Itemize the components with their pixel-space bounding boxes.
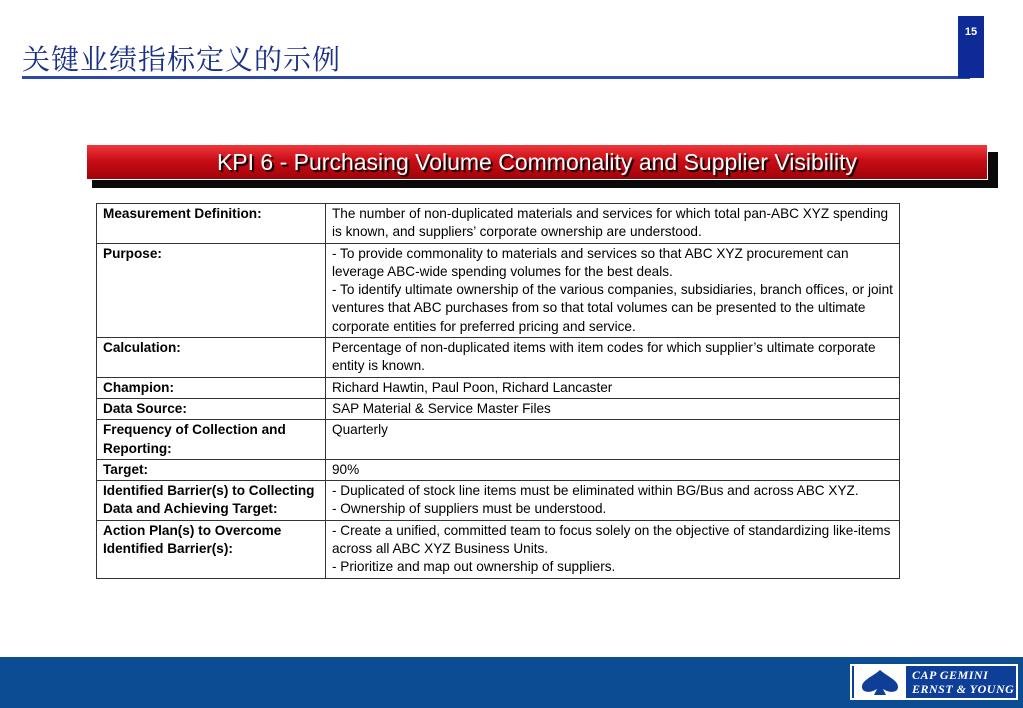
table-row-measurement-definition (97, 204, 900, 244)
row-value (326, 243, 900, 337)
row-value (326, 377, 900, 398)
page-number-badge: 15 (958, 16, 984, 78)
row-value (326, 481, 900, 521)
kpi-banner (86, 144, 988, 180)
table-row-action-plans (97, 520, 900, 578)
row-label: Frequency of Collection and Reporting: (97, 420, 326, 460)
row-value-line: - Ownership of suppliers must be understood. (332, 501, 607, 517)
row-value-line: Quarterly (332, 422, 388, 438)
table-row-barriers (97, 481, 900, 521)
row-value (326, 204, 900, 244)
row-value (326, 338, 900, 378)
row-label: Action Plan(s) to Overcome Identified Barrier(s): (97, 520, 326, 578)
row-value-line: 90% (332, 461, 360, 477)
spade-icon (854, 666, 906, 698)
row-label: Purpose: (97, 243, 326, 337)
row-value (326, 459, 900, 480)
row-label: Identified Barrier(s) to Collecting Data and Achieving Target: (97, 481, 326, 521)
row-value (326, 420, 900, 460)
logo-line-2: ERNST & YOUNG (912, 682, 1015, 696)
row-value-line: - Prioritize and map out ownership of suppliers. (332, 559, 616, 575)
table-row-champion (97, 377, 900, 398)
row-value-line: Percentage of non-duplicated items with item codes for which supplier’s ultimate corporate entity is known. (332, 340, 876, 374)
kpi-definition-table (96, 203, 900, 579)
title-divider (22, 76, 970, 79)
row-value-line: - Duplicated of stock line items must be eliminated within BG/Bus and across ABC XYZ. (332, 483, 859, 499)
row-value-line: The number of non-duplicated materials and services for which total pan-ABC XYZ spending is known, and suppliers’ corporate ownership are understood. (332, 206, 889, 240)
row-value-line: SAP Material & Service Master Files (332, 400, 551, 416)
company-logo (850, 664, 1018, 700)
row-label: Measurement Definition: (97, 204, 326, 244)
logo-wordmark (906, 668, 1016, 696)
row-value-line: - To identify ultimate ownership of the various companies, subsidiaries, branch offices, or joint ventures that ABC purchases from so that total volumes can be presented to the ultimate corporate entities for preferred pricing and service. (332, 282, 893, 334)
logo-line-1: CAP GEMINI (912, 668, 989, 682)
row-label: Calculation: (97, 338, 326, 378)
row-value (326, 398, 900, 419)
row-value-line: - Create a unified, committed team to focus solely on the objective of standardizing like-items across all ABC XYZ Business Units. (332, 522, 891, 557)
table-row-frequency (97, 420, 900, 460)
row-value (326, 520, 900, 578)
row-label: Champion: (97, 377, 326, 398)
row-value-line: Richard Hawtin, Paul Poon, Richard Lancaster (332, 379, 613, 395)
table-row-calculation (97, 338, 900, 378)
table-row-data-source (97, 398, 900, 419)
row-value-line: - To provide commonality to materials and services so that ABC XYZ procurement can leverage ABC-wide spending volumes for the best deals. (332, 245, 849, 279)
table-row-target (97, 459, 900, 480)
row-label: Data Source: (97, 398, 326, 419)
table-row-purpose (97, 243, 900, 337)
kpi-banner-title: KPI 6 - Purchasing Volume Commonality and Supplier Visibility (216, 148, 858, 175)
row-label: Target: (97, 459, 326, 480)
page-title: 关键业绩指标定义的示例 (22, 43, 342, 76)
